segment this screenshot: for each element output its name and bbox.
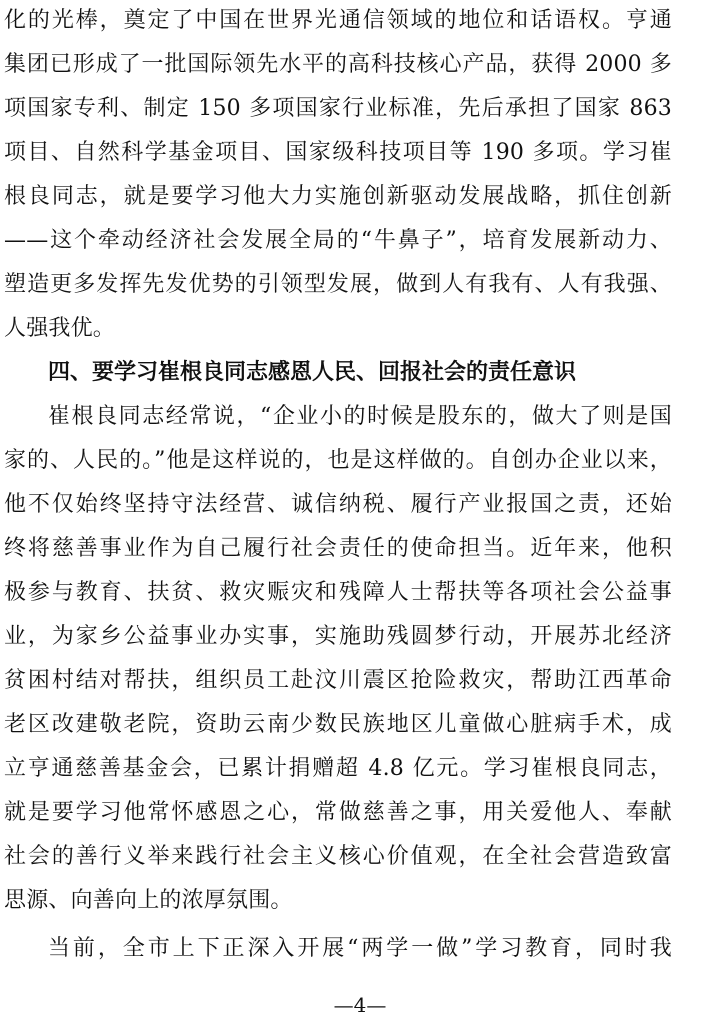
- body-text-line: 极参与教育、扶贫、救灾赈灾和残障人士帮扶等各项社会公益事: [4, 580, 672, 605]
- section-heading: 四、要学习崔根良同志感恩人民、回报社会的责任意识: [48, 360, 577, 385]
- body-text-line: 老区改建敬老院，资助云南少数民族地区儿童做心脏病手术，成: [4, 712, 672, 737]
- body-text-line: 终将慈善事业作为自己履行社会责任的使命担当。近年来，他积: [4, 536, 672, 561]
- body-text-line: 塑造更多发挥先发优势的引领型发展，做到人有我有、人有我强、: [4, 272, 672, 297]
- body-text-line: 当前，全市上下正深入开展“两学一做”学习教育，同时我: [48, 936, 672, 961]
- body-text-line: 业，为家乡公益事业办实事，实施助残圆梦行动，开展苏北经济: [4, 624, 672, 649]
- body-text-line: 根良同志，就是要学习他大力实施创新驱动发展战略，抓住创新: [4, 184, 672, 209]
- body-text-line: 贫困村结对帮扶，组织员工赴汶川震区抢险救灾，帮助江西革命: [4, 668, 672, 693]
- body-text-line: 立亨通慈善基金会，已累计捐赠超 4.8 亿元。学习崔根良同志，: [4, 756, 672, 781]
- body-text-line: 他不仅始终坚持守法经营、诚信纳税、履行产业报国之责，还始: [4, 492, 672, 517]
- page-number: —4—: [333, 993, 387, 1017]
- body-text-line: 思源、向善向上的浓厚氛围。: [4, 888, 293, 913]
- body-text-line: ——这个牵动经济社会发展全局的“牛鼻子”，培育发展新动力、: [4, 228, 672, 253]
- body-text-line: 崔根良同志经常说，“企业小的时候是股东的，做大了则是国: [48, 404, 672, 429]
- body-text-line: 家的、人民的。”他是这样说的，也是这样做的。自创办企业以来，: [4, 448, 672, 473]
- body-text-line: 化的光棒，奠定了中国在世界光通信领域的地位和话语权。亨通: [4, 8, 672, 33]
- body-text-line: 人强我优。: [4, 316, 116, 341]
- body-text-line: 项目、自然科学基金项目、国家级科技项目等 190 多项。学习崔: [4, 140, 672, 165]
- body-text-line: 集团已形成了一批国际领先水平的高科技核心产品，获得 2000 多: [4, 52, 672, 77]
- body-text-line: 社会的善行义举来践行社会主义核心价值观，在全社会营造致富: [4, 844, 672, 869]
- body-text-line: 就是要学习他常怀感恩之心，常做慈善之事，用关爱他人、奉献: [4, 800, 672, 825]
- body-text-line: 项国家专利、制定 150 多项国家行业标准，先后承担了国家 863: [4, 96, 672, 121]
